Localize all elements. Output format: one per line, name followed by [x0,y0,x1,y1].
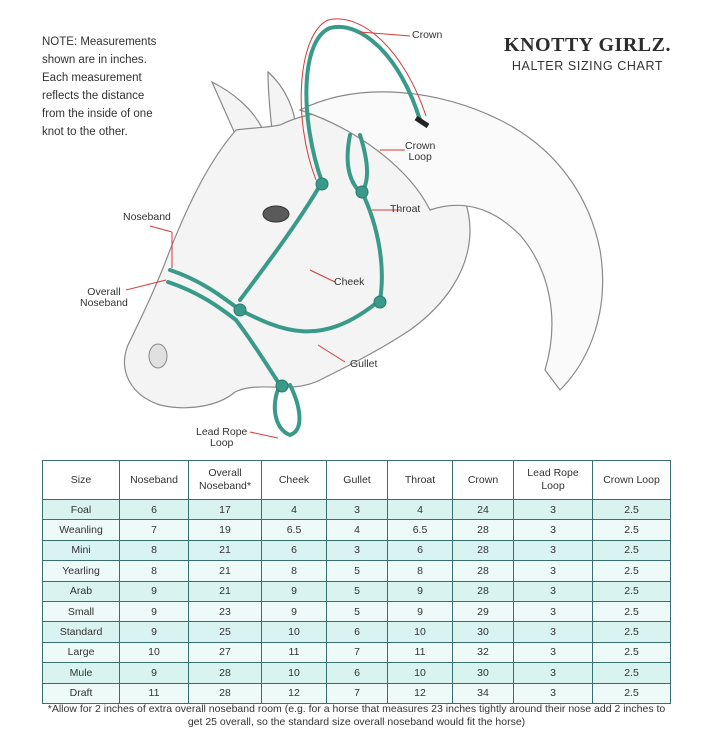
measurement-cell: 27 [189,642,262,662]
measurement-cell: 3 [514,581,593,601]
table-row [43,642,671,662]
measurement-cell: 9 [120,622,189,642]
column-header: Crown [453,461,514,500]
table-body [43,500,671,704]
measurement-cell: 3 [514,601,593,621]
measurement-cell: 9 [262,601,327,621]
measurement-cell: 4 [388,500,453,520]
knot [374,296,386,308]
measurement-cell: 9 [262,581,327,601]
lead-rope-pointer [250,432,278,438]
measurement-cell: 3 [327,500,388,520]
measurement-cell: 9 [120,581,189,601]
measurement-cell: 9 [388,601,453,621]
size-name-cell: Draft [43,683,120,703]
size-name-cell: Foal [43,500,120,520]
measurement-cell: 2.5 [593,561,671,581]
label-crown: Crown [412,29,443,41]
measurement-cell: 7 [327,683,388,703]
measurement-cell: 2.5 [593,540,671,560]
label-overall-noseband: Overall Noseband [80,286,128,309]
measurement-cell: 34 [453,683,514,703]
knot [356,186,368,198]
measurement-cell: 2.5 [593,642,671,662]
measurement-cell: 7 [327,642,388,662]
measurement-cell: 24 [453,500,514,520]
measurement-cell: 10 [262,663,327,683]
size-name-cell: Large [43,642,120,662]
measurement-cell: 4 [262,500,327,520]
column-header: Noseband [120,461,189,500]
measurement-note: NOTE: Measurements shown are in inches. Each measurement reflects the distance from the inside of one knot to the other. [42,36,157,138]
size-name-cell: Yearling [43,561,120,581]
measurement-cell: 3 [514,622,593,642]
label-crown-loop: Crown Loop [405,140,436,163]
measurement-cell: 2.5 [593,601,671,621]
table-row [43,500,671,520]
measurement-cell: 21 [189,581,262,601]
measurement-cell: 17 [189,500,262,520]
measurement-cell: 10 [388,663,453,683]
column-header: Crown Loop [593,461,671,500]
measurement-cell: 28 [189,683,262,703]
measurement-cell: 30 [453,622,514,642]
column-header: Cheek [262,461,327,500]
table-row [43,601,671,621]
measurement-cell: 8 [262,561,327,581]
measurement-cell: 5 [327,581,388,601]
measurement-cell: 3 [514,683,593,703]
table-row [43,663,671,683]
label-throat: Throat [390,203,421,215]
knot [276,380,288,392]
measurement-cell: 9 [388,581,453,601]
measurement-cell: 30 [453,663,514,683]
label-gullet: Gullet [350,358,378,370]
measurement-cell: 28 [189,663,262,683]
column-header: Throat [388,461,453,500]
size-name-cell: Arab [43,581,120,601]
measurement-cell: 21 [189,540,262,560]
measurement-cell: 3 [514,642,593,662]
measurement-cell: 9 [120,663,189,683]
measurement-cell: 25 [189,622,262,642]
measurement-cell: 28 [453,561,514,581]
horse-eye [263,206,289,222]
measurement-cell: 19 [189,520,262,540]
label-noseband: Noseband [123,211,171,223]
size-name-cell: Mule [43,663,120,683]
measurement-cell: 21 [189,561,262,581]
table-header-row [43,461,671,500]
measurement-cell: 10 [120,642,189,662]
measurement-cell: 29 [453,601,514,621]
measurement-cell: 11 [262,642,327,662]
measurement-cell: 10 [388,622,453,642]
column-header: Overall Noseband* [189,461,262,500]
footnote: *Allow for 2 inches of extra overall noseband room (e.g. for a horse that measures 23 inches tightly around their nose add 2 inches to get 25 overall, so the standard size overall noseband would fit the horse) [47,703,666,728]
measurement-cell: 6 [327,663,388,683]
column-header: Lead Rope Loop [514,461,593,500]
column-header: Size [43,461,120,500]
measurement-cell: 6.5 [388,520,453,540]
measurement-cell: 4 [327,520,388,540]
measurement-cell: 8 [120,540,189,560]
measurement-cell: 11 [388,642,453,662]
chart-subtitle: HALTER SIZING CHART [511,59,664,73]
measurement-cell: 5 [327,561,388,581]
measurement-cell: 10 [262,622,327,642]
size-name-cell: Standard [43,622,120,642]
measurement-cell: 2.5 [593,622,671,642]
measurement-cell: 28 [453,581,514,601]
noseband-pointer [150,226,172,232]
column-header: Gullet [327,461,388,500]
halter-size-table [42,460,671,704]
measurement-cell: 3 [514,520,593,540]
table-row [43,683,671,703]
measurement-cell: 6 [120,500,189,520]
measurement-cell: 3 [514,500,593,520]
measurement-cell: 3 [514,540,593,560]
measurement-cell: 8 [120,561,189,581]
measurement-cell: 11 [120,683,189,703]
measurement-cell: 32 [453,642,514,662]
halter-lead-rope-loop [275,385,300,435]
measurement-cell: 3 [514,663,593,683]
table-row [43,622,671,642]
measurement-cell: 6 [327,622,388,642]
knot [316,178,328,190]
measurement-cell: 3 [514,561,593,581]
size-name-cell: Mini [43,540,120,560]
measurement-cell: 6 [262,540,327,560]
measurement-cell: 12 [388,683,453,703]
measurement-cell: 2.5 [593,663,671,683]
knot [234,304,246,316]
measurement-cell: 28 [453,540,514,560]
measurement-cell: 7 [120,520,189,540]
measurement-cell: 28 [453,520,514,540]
brand-logo: KNOTTY GIRLZ. [504,34,671,56]
measurement-cell: 2.5 [593,683,671,703]
measurement-cell: 3 [327,540,388,560]
measurement-cell: 6 [388,540,453,560]
measurement-cell: 2.5 [593,520,671,540]
measurement-cell: 8 [388,561,453,581]
measurement-cell: 6.5 [262,520,327,540]
size-name-cell: Weanling [43,520,120,540]
table-row [43,540,671,560]
measurement-cell: 9 [120,601,189,621]
label-cheek: Cheek [334,276,365,288]
measurement-cell: 5 [327,601,388,621]
label-lead-rope-loop: Lead Rope Loop [196,426,248,449]
size-name-cell: Small [43,601,120,621]
table-row [43,520,671,540]
table-row [43,581,671,601]
measurement-cell: 2.5 [593,500,671,520]
horse-nostril [149,344,167,368]
measurement-cell: 12 [262,683,327,703]
measurement-cell: 2.5 [593,581,671,601]
table-row [43,561,671,581]
measurement-cell: 23 [189,601,262,621]
